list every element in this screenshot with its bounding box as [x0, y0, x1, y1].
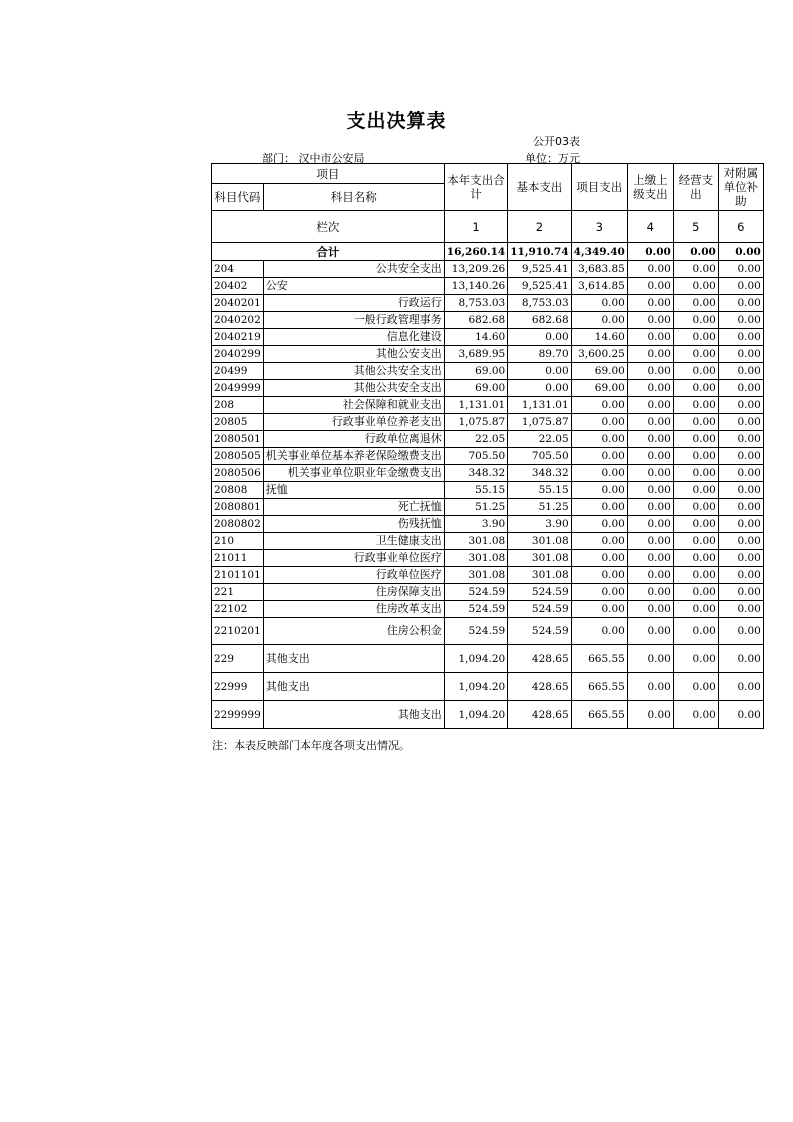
cell-operating: 0.00: [673, 363, 718, 380]
cell-remit: 0.00: [627, 329, 673, 346]
cell-operating: 0.00: [673, 618, 718, 645]
cell-operating: 0.00: [673, 516, 718, 533]
cell-remit: 0.00: [627, 701, 673, 729]
subject-code: 204: [212, 261, 264, 278]
cell-remit: 0.00: [627, 397, 673, 414]
cell-remit: 0.00: [627, 567, 673, 584]
cell-project: 0.00: [571, 465, 627, 482]
cell-total: 524.59: [444, 601, 507, 618]
subject-name: 其他支出: [263, 701, 444, 729]
expenditure-table: [211, 163, 764, 729]
subject-name: 公共安全支出: [263, 261, 444, 278]
cell-project: 0.00: [571, 550, 627, 567]
form-number: 公开03表: [533, 135, 580, 148]
cell-project: 0.00: [571, 482, 627, 499]
subject-name: 公安: [263, 278, 444, 295]
table-row: [212, 363, 764, 380]
cell-total: 705.50: [444, 448, 507, 465]
cell-project: 14.60: [571, 329, 627, 346]
subject-code: 2040202: [212, 312, 264, 329]
subject-name: 卫生健康支出: [263, 533, 444, 550]
cell-remit: 0.00: [627, 482, 673, 499]
cell-total: 1,131.01: [444, 397, 507, 414]
subject-code: 2299999: [212, 701, 264, 729]
cell-remit: 0.00: [627, 278, 673, 295]
table-row: [212, 431, 764, 448]
cell-subsidy: 0.00: [718, 645, 763, 673]
table-row: [212, 329, 764, 346]
cell-project: 0.00: [571, 414, 627, 431]
subject-name: 住房公积金: [263, 618, 444, 645]
cell-remit: 0.00: [627, 346, 673, 363]
subject-name: 行政单位医疗: [263, 567, 444, 584]
cell-project: 69.00: [571, 380, 627, 397]
cell-basic: 348.32: [508, 465, 571, 482]
cell-basic: 428.65: [508, 701, 571, 729]
cell-total: 1,094.20: [444, 701, 507, 729]
cell-total: 55.15: [444, 482, 507, 499]
total-c5: 0.00: [673, 243, 718, 261]
table-row: [212, 346, 764, 363]
cell-subsidy: 0.00: [718, 673, 763, 701]
cell-subsidy: 0.00: [718, 346, 763, 363]
subject-name: 住房保障支出: [263, 584, 444, 601]
cell-operating: 0.00: [673, 380, 718, 397]
cell-project: 0.00: [571, 516, 627, 533]
subject-name: 伤残抚恤: [263, 516, 444, 533]
total-c6: 0.00: [718, 243, 763, 261]
cell-project: 0.00: [571, 618, 627, 645]
cell-operating: 0.00: [673, 567, 718, 584]
cell-basic: 0.00: [508, 329, 571, 346]
cell-project: 0.00: [571, 295, 627, 312]
cell-basic: 0.00: [508, 380, 571, 397]
cell-basic: 89.70: [508, 346, 571, 363]
cell-operating: 0.00: [673, 499, 718, 516]
subject-code: 22999: [212, 673, 264, 701]
cell-basic: 705.50: [508, 448, 571, 465]
header-col1: 本年支出合计: [444, 164, 507, 211]
header-num-3: 3: [571, 211, 627, 243]
cell-subsidy: 0.00: [718, 278, 763, 295]
cell-remit: 0.00: [627, 645, 673, 673]
total-c2: 11,910.74: [508, 243, 571, 261]
cell-subsidy: 0.00: [718, 701, 763, 729]
cell-total: 301.08: [444, 567, 507, 584]
cell-project: 3,683.85: [571, 261, 627, 278]
cell-basic: 55.15: [508, 482, 571, 499]
subject-code: 210: [212, 533, 264, 550]
cell-subsidy: 0.00: [718, 363, 763, 380]
cell-total: 3.90: [444, 516, 507, 533]
subject-name: 抚恤: [263, 482, 444, 499]
cell-project: 0.00: [571, 601, 627, 618]
total-c1: 16,260.14: [444, 243, 507, 261]
cell-basic: 9,525.41: [508, 278, 571, 295]
table-row: [212, 465, 764, 482]
cell-total: 1,075.87: [444, 414, 507, 431]
subject-code: 229: [212, 645, 264, 673]
footnote: 注：本表反映部门本年度各项支出情况。: [212, 739, 410, 752]
table-row: [212, 295, 764, 312]
table-row: [212, 645, 764, 673]
cell-subsidy: 0.00: [718, 312, 763, 329]
cell-subsidy: 0.00: [718, 414, 763, 431]
subject-code: 20402: [212, 278, 264, 295]
cell-operating: 0.00: [673, 465, 718, 482]
header-lanci: 栏次: [212, 211, 445, 243]
cell-subsidy: 0.00: [718, 499, 763, 516]
cell-operating: 0.00: [673, 295, 718, 312]
subject-code: 208: [212, 397, 264, 414]
cell-operating: 0.00: [673, 550, 718, 567]
cell-project: 665.55: [571, 673, 627, 701]
cell-total: 524.59: [444, 584, 507, 601]
cell-operating: 0.00: [673, 533, 718, 550]
cell-remit: 0.00: [627, 448, 673, 465]
header-num-6: 6: [718, 211, 763, 243]
subject-code: 2040219: [212, 329, 264, 346]
subject-code: 2080801: [212, 499, 264, 516]
cell-project: 0.00: [571, 312, 627, 329]
cell-total: 524.59: [444, 618, 507, 645]
cell-basic: 524.59: [508, 584, 571, 601]
cell-basic: 428.65: [508, 645, 571, 673]
subject-code: 2101101: [212, 567, 264, 584]
cell-project: 0.00: [571, 448, 627, 465]
table-row: [212, 567, 764, 584]
header-num-5: 5: [673, 211, 718, 243]
cell-total: 3,689.95: [444, 346, 507, 363]
page-title: 支出决算表: [346, 110, 447, 132]
cell-remit: 0.00: [627, 465, 673, 482]
subject-name: 住房改革支出: [263, 601, 444, 618]
table-row: [212, 261, 764, 278]
header-num-2: 2: [508, 211, 571, 243]
cell-project: 0.00: [571, 397, 627, 414]
cell-project: 3,614.85: [571, 278, 627, 295]
header-col6: 对附属单位补助: [718, 164, 763, 211]
header-col2: 基本支出: [508, 164, 571, 211]
subject-name: 机关事业单位职业年金缴费支出: [263, 465, 444, 482]
cell-total: 682.68: [444, 312, 507, 329]
subject-name: 其他公共安全支出: [263, 363, 444, 380]
header-name: 科目名称: [263, 184, 444, 211]
subject-code: 20805: [212, 414, 264, 431]
cell-project: 665.55: [571, 701, 627, 729]
subject-name: 其他公共安全支出: [263, 380, 444, 397]
cell-subsidy: 0.00: [718, 261, 763, 278]
cell-total: 301.08: [444, 550, 507, 567]
table-row: [212, 618, 764, 645]
subject-code: 2080505: [212, 448, 264, 465]
subject-code: 2210201: [212, 618, 264, 645]
cell-total: 69.00: [444, 380, 507, 397]
department-label: 部门： 汉中市公安局: [262, 152, 365, 165]
cell-project: 3,600.25: [571, 346, 627, 363]
subject-code: 2040299: [212, 346, 264, 363]
total-row: [212, 243, 764, 261]
cell-operating: 0.00: [673, 312, 718, 329]
cell-remit: 0.00: [627, 499, 673, 516]
header-num-4: 4: [627, 211, 673, 243]
cell-remit: 0.00: [627, 414, 673, 431]
cell-basic: 3.90: [508, 516, 571, 533]
header-col5: 经营支出: [673, 164, 718, 211]
cell-subsidy: 0.00: [718, 584, 763, 601]
subject-code: 20499: [212, 363, 264, 380]
table-row: [212, 601, 764, 618]
cell-remit: 0.00: [627, 380, 673, 397]
cell-project: 0.00: [571, 533, 627, 550]
cell-subsidy: 0.00: [718, 550, 763, 567]
table-row: [212, 584, 764, 601]
subject-name: 死亡抚恤: [263, 499, 444, 516]
header-code: 科目代码: [212, 184, 264, 211]
cell-basic: 428.65: [508, 673, 571, 701]
cell-total: 22.05: [444, 431, 507, 448]
cell-operating: 0.00: [673, 397, 718, 414]
cell-total: 69.00: [444, 363, 507, 380]
cell-subsidy: 0.00: [718, 465, 763, 482]
table-row: [212, 673, 764, 701]
cell-remit: 0.00: [627, 261, 673, 278]
table-row: [212, 312, 764, 329]
cell-operating: 0.00: [673, 701, 718, 729]
cell-basic: 301.08: [508, 567, 571, 584]
cell-project: 0.00: [571, 499, 627, 516]
cell-total: 13,209.26: [444, 261, 507, 278]
cell-total: 301.08: [444, 533, 507, 550]
cell-basic: 0.00: [508, 363, 571, 380]
subject-name: 社会保障和就业支出: [263, 397, 444, 414]
table-row: [212, 482, 764, 499]
cell-remit: 0.00: [627, 601, 673, 618]
subject-name: 其他公安支出: [263, 346, 444, 363]
cell-subsidy: 0.00: [718, 380, 763, 397]
cell-project: 0.00: [571, 567, 627, 584]
table-row: [212, 701, 764, 729]
cell-basic: 682.68: [508, 312, 571, 329]
table-row: [212, 499, 764, 516]
cell-operating: 0.00: [673, 448, 718, 465]
cell-subsidy: 0.00: [718, 516, 763, 533]
cell-basic: 9,525.41: [508, 261, 571, 278]
cell-basic: 301.08: [508, 533, 571, 550]
subject-name: 一般行政管理事务: [263, 312, 444, 329]
cell-total: 1,094.20: [444, 673, 507, 701]
cell-basic: 1,075.87: [508, 414, 571, 431]
cell-total: 13,140.26: [444, 278, 507, 295]
table-row: [212, 448, 764, 465]
cell-subsidy: 0.00: [718, 533, 763, 550]
cell-project: 0.00: [571, 431, 627, 448]
unit-label: 单位：万元: [525, 152, 580, 165]
cell-remit: 0.00: [627, 673, 673, 701]
subject-name: 机关事业单位基本养老保险缴费支出: [263, 448, 444, 465]
subject-code: 221: [212, 584, 264, 601]
cell-operating: 0.00: [673, 278, 718, 295]
cell-subsidy: 0.00: [718, 397, 763, 414]
cell-total: 8,753.03: [444, 295, 507, 312]
cell-remit: 0.00: [627, 533, 673, 550]
cell-operating: 0.00: [673, 645, 718, 673]
cell-subsidy: 0.00: [718, 431, 763, 448]
subject-name: 其他支出: [263, 645, 444, 673]
header-col4: 上缴上级支出: [627, 164, 673, 211]
subject-code: 2080506: [212, 465, 264, 482]
subject-name: 行政运行: [263, 295, 444, 312]
cell-basic: 524.59: [508, 618, 571, 645]
subject-code: 21011: [212, 550, 264, 567]
subject-code: 22102: [212, 601, 264, 618]
cell-subsidy: 0.00: [718, 482, 763, 499]
cell-remit: 0.00: [627, 312, 673, 329]
header-item: 项目: [212, 164, 445, 184]
table-row: [212, 533, 764, 550]
cell-operating: 0.00: [673, 601, 718, 618]
cell-remit: 0.00: [627, 584, 673, 601]
cell-operating: 0.00: [673, 673, 718, 701]
subject-code: 2049999: [212, 380, 264, 397]
cell-basic: 8,753.03: [508, 295, 571, 312]
cell-operating: 0.00: [673, 414, 718, 431]
subject-code: 2080501: [212, 431, 264, 448]
cell-project: 0.00: [571, 584, 627, 601]
total-c4: 0.00: [627, 243, 673, 261]
table-row: [212, 550, 764, 567]
subject-name: 行政事业单位医疗: [263, 550, 444, 567]
cell-remit: 0.00: [627, 618, 673, 645]
cell-operating: 0.00: [673, 346, 718, 363]
cell-subsidy: 0.00: [718, 295, 763, 312]
cell-operating: 0.00: [673, 431, 718, 448]
subject-name: 信息化建设: [263, 329, 444, 346]
cell-remit: 0.00: [627, 550, 673, 567]
cell-total: 51.25: [444, 499, 507, 516]
cell-remit: 0.00: [627, 363, 673, 380]
cell-total: 348.32: [444, 465, 507, 482]
cell-operating: 0.00: [673, 261, 718, 278]
subject-code: 2080802: [212, 516, 264, 533]
subject-name: 行政事业单位养老支出: [263, 414, 444, 431]
total-c3: 4,349.40: [571, 243, 627, 261]
cell-subsidy: 0.00: [718, 567, 763, 584]
subject-code: 20808: [212, 482, 264, 499]
cell-total: 1,094.20: [444, 645, 507, 673]
table-row: [212, 397, 764, 414]
cell-basic: 1,131.01: [508, 397, 571, 414]
cell-subsidy: 0.00: [718, 601, 763, 618]
cell-remit: 0.00: [627, 516, 673, 533]
cell-basic: 301.08: [508, 550, 571, 567]
table-row: [212, 414, 764, 431]
subject-name: 行政单位离退休: [263, 431, 444, 448]
cell-operating: 0.00: [673, 482, 718, 499]
header-col3: 项目支出: [571, 164, 627, 211]
cell-subsidy: 0.00: [718, 448, 763, 465]
cell-basic: 524.59: [508, 601, 571, 618]
cell-project: 69.00: [571, 363, 627, 380]
cell-basic: 51.25: [508, 499, 571, 516]
cell-remit: 0.00: [627, 431, 673, 448]
table-row: [212, 380, 764, 397]
subject-code: 2040201: [212, 295, 264, 312]
cell-total: 14.60: [444, 329, 507, 346]
cell-subsidy: 0.00: [718, 618, 763, 645]
cell-subsidy: 0.00: [718, 329, 763, 346]
cell-operating: 0.00: [673, 584, 718, 601]
cell-project: 665.55: [571, 645, 627, 673]
table-row: [212, 278, 764, 295]
cell-basic: 22.05: [508, 431, 571, 448]
cell-remit: 0.00: [627, 295, 673, 312]
table-row: [212, 516, 764, 533]
total-label: 合计: [212, 243, 445, 261]
header-num-1: 1: [444, 211, 507, 243]
subject-name: 其他支出: [263, 673, 444, 701]
cell-operating: 0.00: [673, 329, 718, 346]
